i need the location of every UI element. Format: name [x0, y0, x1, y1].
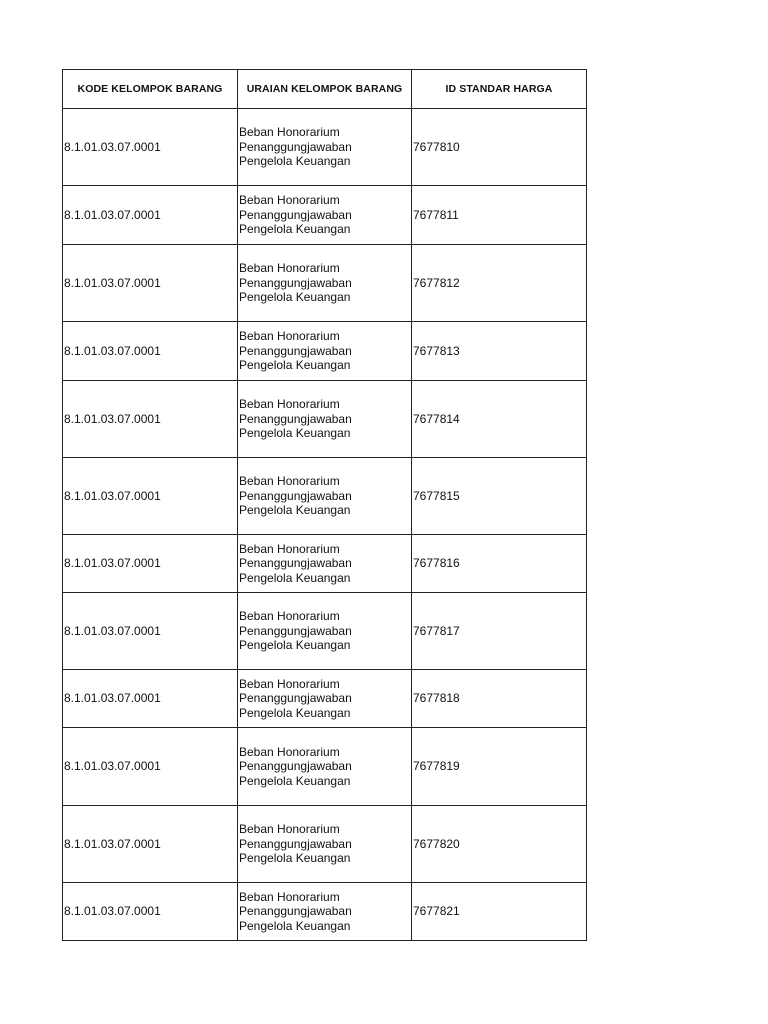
- uraian-line: Beban Honorarium: [239, 822, 340, 837]
- uraian-line: Pengelola Keuangan: [239, 638, 351, 653]
- table-row: [63, 593, 587, 670]
- uraian-line: Penanggungjawaban: [239, 411, 352, 426]
- cell-id-standar-harga: 7677815: [412, 458, 587, 535]
- cell-kode-kelompok-barang: 8.1.01.03.07.0001: [63, 883, 238, 941]
- table-row: [63, 186, 587, 245]
- cell-id-standar-harga: 7677821: [412, 883, 587, 941]
- cell-uraian-kelompok-barang: [238, 458, 412, 535]
- cell-kode-kelompok-barang: 8.1.01.03.07.0001: [63, 670, 238, 728]
- uraian-line: Penanggungjawaban: [239, 836, 352, 851]
- cell-kode-kelompok-barang: 8.1.01.03.07.0001: [63, 245, 238, 322]
- uraian-line: Penanggungjawaban: [239, 904, 352, 919]
- cell-id-standar-harga: 7677811: [412, 186, 587, 245]
- uraian-line: Pengelola Keuangan: [239, 503, 351, 518]
- uraian-line: Beban Honorarium: [239, 125, 340, 140]
- table-row: [63, 670, 587, 728]
- cell-id-standar-harga: 7677819: [412, 728, 587, 806]
- table-row: [63, 458, 587, 535]
- cell-uraian-kelompok-barang: [238, 381, 412, 458]
- cell-id-standar-harga: 7677818: [412, 670, 587, 728]
- cell-id-standar-harga: 7677812: [412, 245, 587, 322]
- table-row: [63, 245, 587, 322]
- uraian-line: Beban Honorarium: [239, 193, 340, 208]
- cell-id-standar-harga: 7677813: [412, 322, 587, 381]
- cell-kode-kelompok-barang: 8.1.01.03.07.0001: [63, 109, 238, 186]
- uraian-line: Penanggungjawaban: [239, 139, 352, 154]
- cell-uraian-kelompok-barang: [238, 245, 412, 322]
- uraian-line: Beban Honorarium: [239, 329, 340, 344]
- uraian-line: Penanggungjawaban: [239, 556, 352, 571]
- cell-id-standar-harga: 7677810: [412, 109, 587, 186]
- uraian-line: Beban Honorarium: [239, 397, 340, 412]
- cell-kode-kelompok-barang: 8.1.01.03.07.0001: [63, 535, 238, 593]
- cell-id-standar-harga: 7677820: [412, 806, 587, 883]
- uraian-line: Pengelola Keuangan: [239, 358, 351, 373]
- table-row: [63, 109, 587, 186]
- cell-kode-kelompok-barang: 8.1.01.03.07.0001: [63, 322, 238, 381]
- cell-uraian-kelompok-barang: [238, 322, 412, 381]
- table-row: [63, 381, 587, 458]
- table-header: [63, 70, 587, 109]
- header-uraian-kelompok-barang: URAIAN KELOMPOK BARANG: [238, 70, 412, 109]
- uraian-line: Penanggungjawaban: [239, 275, 352, 290]
- uraian-line: Pengelola Keuangan: [239, 851, 351, 866]
- cell-id-standar-harga: 7677817: [412, 593, 587, 670]
- table-row: [63, 535, 587, 593]
- cell-uraian-kelompok-barang: [238, 728, 412, 806]
- table-body: [63, 109, 587, 941]
- table-row: [63, 322, 587, 381]
- table-row: [63, 728, 587, 806]
- cell-id-standar-harga: 7677816: [412, 535, 587, 593]
- table-row: [63, 883, 587, 941]
- cell-uraian-kelompok-barang: [238, 670, 412, 728]
- uraian-line: Penanggungjawaban: [239, 343, 352, 358]
- uraian-line: Pengelola Keuangan: [239, 154, 351, 169]
- uraian-line: Pengelola Keuangan: [239, 773, 351, 788]
- cell-uraian-kelompok-barang: [238, 535, 412, 593]
- cell-kode-kelompok-barang: 8.1.01.03.07.0001: [63, 186, 238, 245]
- table-row: [63, 806, 587, 883]
- price-standard-table: [62, 69, 587, 941]
- uraian-line: Penanggungjawaban: [239, 488, 352, 503]
- uraian-line: Pengelola Keuangan: [239, 570, 351, 585]
- cell-uraian-kelompok-barang: [238, 806, 412, 883]
- uraian-line: Pengelola Keuangan: [239, 918, 351, 933]
- uraian-line: Beban Honorarium: [239, 261, 340, 276]
- cell-id-standar-harga: 7677814: [412, 381, 587, 458]
- cell-uraian-kelompok-barang: [238, 109, 412, 186]
- uraian-line: Pengelola Keuangan: [239, 705, 351, 720]
- header-row: [63, 70, 587, 109]
- cell-uraian-kelompok-barang: [238, 593, 412, 670]
- uraian-line: Beban Honorarium: [239, 889, 340, 904]
- cell-kode-kelompok-barang: 8.1.01.03.07.0001: [63, 728, 238, 806]
- uraian-line: Penanggungjawaban: [239, 207, 352, 222]
- cell-uraian-kelompok-barang: [238, 186, 412, 245]
- uraian-line: Beban Honorarium: [239, 541, 340, 556]
- uraian-line: Penanggungjawaban: [239, 691, 352, 706]
- uraian-line: Beban Honorarium: [239, 676, 340, 691]
- cell-kode-kelompok-barang: 8.1.01.03.07.0001: [63, 381, 238, 458]
- header-id-standar-harga: ID STANDAR HARGA: [412, 70, 587, 109]
- price-standard-sheet: [62, 69, 586, 941]
- uraian-line: Pengelola Keuangan: [239, 222, 351, 237]
- uraian-line: Penanggungjawaban: [239, 759, 352, 774]
- cell-uraian-kelompok-barang: [238, 883, 412, 941]
- cell-kode-kelompok-barang: 8.1.01.03.07.0001: [63, 593, 238, 670]
- uraian-line: Beban Honorarium: [239, 609, 340, 624]
- uraian-line: Pengelola Keuangan: [239, 290, 351, 305]
- cell-kode-kelompok-barang: 8.1.01.03.07.0001: [63, 806, 238, 883]
- uraian-line: Pengelola Keuangan: [239, 426, 351, 441]
- header-kode-kelompok-barang: KODE KELOMPOK BARANG: [63, 70, 238, 109]
- cell-kode-kelompok-barang: 8.1.01.03.07.0001: [63, 458, 238, 535]
- uraian-line: Beban Honorarium: [239, 744, 340, 759]
- uraian-line: Penanggungjawaban: [239, 623, 352, 638]
- uraian-line: Beban Honorarium: [239, 474, 340, 489]
